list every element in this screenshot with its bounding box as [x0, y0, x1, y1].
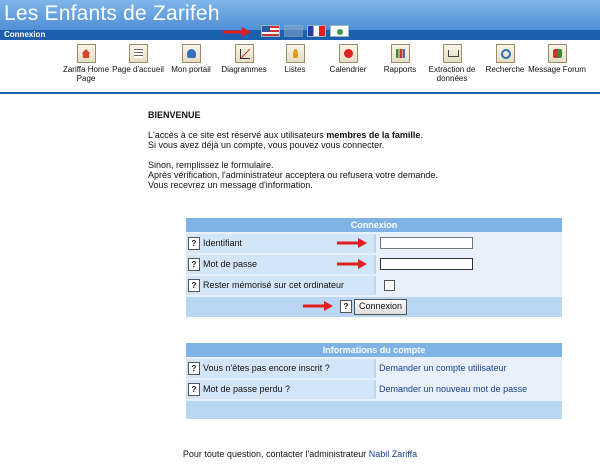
- arrow-icon: [336, 258, 368, 270]
- account-info-panel: [186, 343, 562, 419]
- lebanon-flag-icon[interactable]: [330, 25, 349, 37]
- panel-footer: [186, 399, 562, 419]
- toolbar-item-label: Zariffa Home Page: [62, 65, 110, 83]
- login-hint: Si vous avez déjà un compte, vous pouvez vous connecter.: [148, 140, 385, 150]
- lost-password-row: [186, 378, 562, 399]
- toolbar-item-forum[interactable]: [528, 44, 586, 74]
- account-info-heading: Informations du compte: [186, 343, 562, 357]
- request-password-link[interactable]: Demander un nouveau mot de passe: [379, 384, 528, 394]
- lost-password-question: Mot de passe perdu ?: [203, 384, 291, 394]
- intro-text: [148, 110, 478, 190]
- toolbar-item-label: Page d'accueil: [112, 65, 164, 74]
- main-toolbar: [0, 40, 600, 94]
- page-footer: [0, 449, 600, 459]
- portal-icon: [182, 44, 201, 63]
- footer-text: Pour toute question, contacter l'administrateur: [182, 449, 369, 459]
- help-icon[interactable]: ?: [188, 258, 200, 271]
- section-label: Connexion: [4, 30, 46, 39]
- site-title: Les Enfants de Zarifeh: [4, 2, 220, 25]
- toolbar-item-label: Recherche: [485, 65, 525, 74]
- list-icon: [286, 44, 305, 63]
- toolbar-item-label: Diagrammes: [221, 65, 267, 74]
- toolbar-item-label: Message Forum: [528, 65, 586, 74]
- arrow-icon: [336, 237, 368, 249]
- toolbar-item-home[interactable]: [57, 44, 115, 83]
- username-field[interactable]: [380, 237, 473, 249]
- france-flag-icon[interactable]: [307, 25, 326, 37]
- toolbar-item-diagrammes[interactable]: [215, 44, 273, 74]
- remember-row: [186, 274, 562, 295]
- register-question: Vous n'êtes pas encore inscrit ?: [203, 363, 330, 373]
- toolbar-item-label: Mon portail: [171, 65, 211, 74]
- toolbar-item-calendrier[interactable]: [319, 44, 377, 74]
- admin-review-note: Après vérification, l'administrateur acceptera ou refusera votre demande.: [148, 170, 438, 180]
- us-flag-icon[interactable]: [261, 25, 280, 37]
- report-icon: [391, 44, 410, 63]
- arrow-icon: [302, 300, 334, 312]
- calendar-icon: [339, 44, 358, 63]
- remember-label: Rester mémorisé sur cet ordinateur: [203, 280, 345, 290]
- diagram-icon: [235, 44, 254, 63]
- password-row: [186, 253, 562, 274]
- arrow-icon: [222, 26, 252, 38]
- toolbar-item-rapports[interactable]: [371, 44, 429, 74]
- document-icon: [129, 44, 148, 63]
- cart-icon: [443, 44, 462, 63]
- register-hint: Sinon, remplissez le formulaire.: [148, 160, 274, 170]
- home-icon: [77, 44, 96, 63]
- help-icon[interactable]: ?: [188, 383, 200, 396]
- toolbar-item-listes[interactable]: [266, 44, 324, 74]
- toolbar-item-accueil[interactable]: [109, 44, 167, 74]
- username-row: [186, 232, 562, 253]
- notification-note: Vous recevrez un message d'information.: [148, 180, 313, 190]
- toolbar-item-recherche[interactable]: [476, 44, 534, 74]
- password-label: Mot de passe: [203, 259, 258, 269]
- uk-flag-icon[interactable]: [284, 25, 303, 37]
- help-icon[interactable]: ?: [188, 237, 200, 250]
- search-icon: [496, 44, 515, 63]
- welcome-heading: BIENVENUE: [148, 110, 201, 120]
- help-icon[interactable]: ?: [340, 300, 352, 313]
- password-field[interactable]: [380, 258, 473, 270]
- toolbar-item-label: Calendrier: [329, 65, 367, 74]
- toolbar-item-label: Extraction de données: [428, 65, 476, 83]
- register-row: [186, 357, 562, 378]
- toolbar-item-extraction[interactable]: [423, 44, 481, 83]
- request-account-link[interactable]: Demander un compte utilisateur: [379, 363, 507, 373]
- help-icon[interactable]: ?: [188, 362, 200, 375]
- toolbar-item-portail[interactable]: [162, 44, 220, 74]
- help-icon[interactable]: ?: [188, 279, 200, 292]
- access-notice: L'accès à ce site est réservé aux utilisateurs membres de la famille.: [148, 130, 423, 140]
- submit-row: [186, 295, 562, 317]
- toolbar-item-label: Listes: [284, 65, 306, 74]
- forum-icon: [548, 44, 567, 63]
- login-heading: Connexion: [186, 218, 562, 232]
- login-button[interactable]: Connexion: [354, 299, 407, 315]
- remember-checkbox[interactable]: [384, 280, 395, 291]
- login-panel: [186, 218, 562, 317]
- username-label: Identifiant: [203, 238, 243, 248]
- toolbar-item-label: Rapports: [383, 65, 417, 74]
- admin-contact-link[interactable]: Nabil Zariffa: [368, 449, 418, 459]
